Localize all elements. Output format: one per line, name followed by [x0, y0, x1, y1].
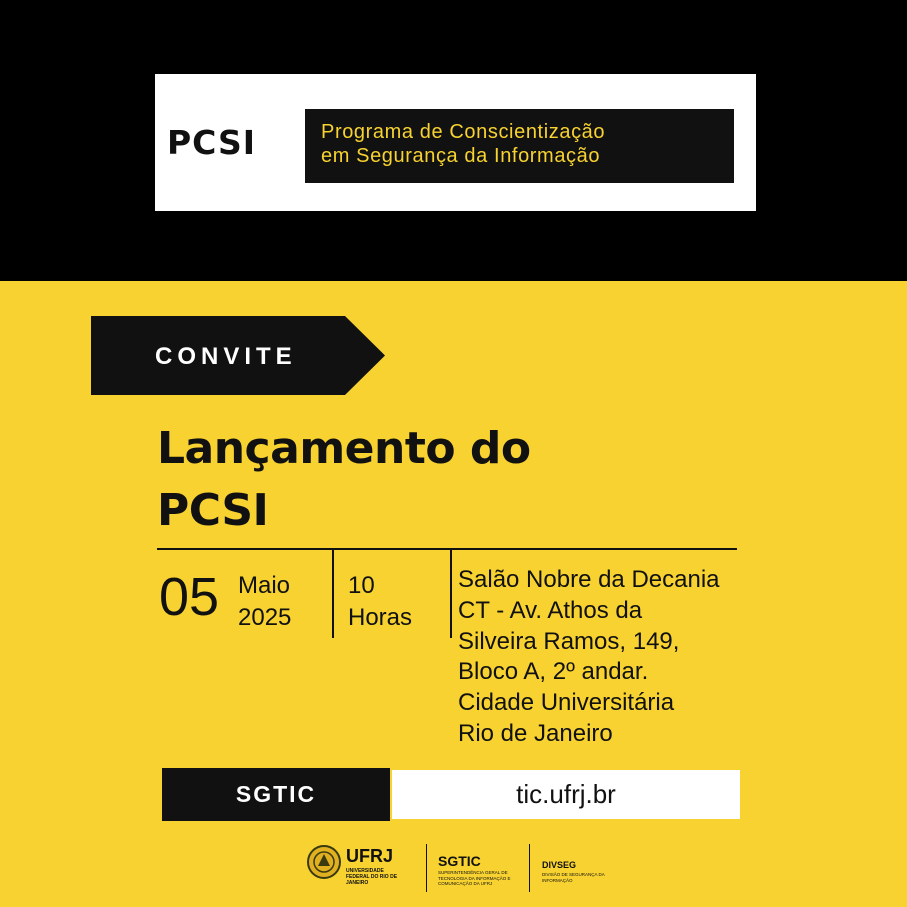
website-link[interactable]	[390, 768, 742, 821]
sgtic-name: SGTIC	[438, 853, 481, 869]
date-time-divider	[332, 549, 334, 638]
ufrj-seal-icon	[306, 842, 342, 886]
address-line: Bloco A, 2º andar.	[458, 658, 649, 686]
program-name	[305, 109, 734, 183]
divseg-name: DIVSEG	[542, 860, 577, 870]
divseg-subtitle: DIVISÃO DE SEGURANÇA DA INFORMAÇÃO	[542, 872, 605, 883]
header-band	[0, 0, 907, 281]
address-line: Cidade Universitária	[458, 689, 675, 717]
org-label-text: SGTIC	[235, 781, 317, 807]
event-title-line-2: PCSI	[157, 485, 269, 536]
pcsi-logo	[155, 74, 756, 211]
sgtic-subtitle: SUPERINTENDÊNCIA GERAL DE TECNOLOGIA DA INFORMAÇÃO E COMUNICAÇÃO DA UFRJ	[438, 870, 511, 886]
time-address-divider	[450, 549, 452, 638]
address-line: CT - Av. Athos da	[458, 596, 643, 624]
logo-divider	[529, 844, 530, 892]
ufrj-subtitle: UNIVERSIDADE FEDERAL DO RIO DE JANEIRO	[346, 868, 398, 886]
badge-label: CONVITE	[155, 343, 297, 370]
event-title-line-1: Lançamento do	[157, 423, 531, 474]
event-address	[458, 565, 758, 750]
address-line: Salão Nobre da Decania	[458, 566, 720, 593]
convite-badge	[91, 316, 385, 395]
institution-logos	[306, 840, 606, 896]
event-month: Maio	[238, 572, 291, 599]
org-label	[162, 768, 390, 821]
details-top-divider	[157, 548, 737, 550]
logo-acronym: PCSI	[167, 123, 257, 162]
event-title	[157, 418, 757, 542]
event-hour: 10	[348, 572, 375, 599]
program-name-line-1: Programa de Conscientização	[321, 121, 606, 143]
program-name-line-2: em Segurança da Informação	[321, 145, 601, 167]
event-year: 2025	[238, 604, 292, 631]
event-hour-unit: Horas	[348, 604, 413, 631]
event-day: 05	[159, 567, 220, 627]
address-line: Rio de Janeiro	[458, 719, 613, 747]
address-line: Silveira Ramos, 149,	[458, 627, 680, 655]
logo-divider	[426, 844, 427, 892]
website-link-text: tic.ufrj.br	[516, 779, 616, 809]
ufrj-name: UFRJ	[346, 846, 394, 866]
